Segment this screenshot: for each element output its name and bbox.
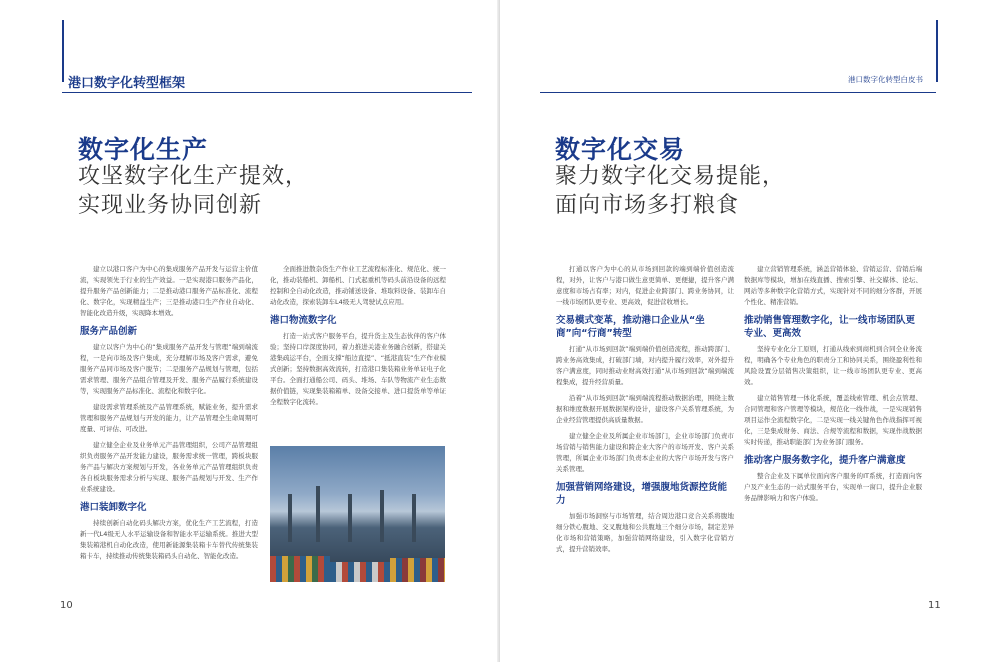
right-col2-para-1: 建立营销管理系统，涵盖营销体验、营销运营、营销后端数据库等模块，增加在线直播、搜索引擎、社交媒体、论坛、网站等多种数字化营销方式，实现针对不同的细分客群，开展个性化、精准营销。 [744, 265, 922, 306]
right-col1-intro: 打通以客户为中心的从市场到回款的端到端价值创造流程，对外，让客户与港口做生意更简单、更便捷，提升客户满意度和市场占有率；对内，促进企业跨部门、跨业务协同，让一线市场团队更专业、更高效，促进营收增长。 [556, 265, 734, 306]
left-col1-heading-2: 港口装卸数字化 [80, 502, 147, 513]
left-col1-para-3: 建立健全企业及业务单元产品管理组织，公司产品管理组织负责服务产品开发能力建设，服务需求统一管理，跨板块服务产品与解决方案规划与开发，各业务单元产品管理组织负责各自板块服务需求分析与实现、服务产品规划与开发、生产作业系统建设。 [80, 441, 258, 493]
right-running-title: 港口数字化转型白皮书 [848, 75, 923, 84]
left-col2-heading-1: 港口物流数字化 [270, 315, 337, 326]
left-col2-para-2: 打造一站式客户服务平台，提升货主及生态伙伴的客户体验；坚持口岸深度协同，着力推进关港业务融合创新，搭建关港集疏运平台，全面支撑“船边直提”、“抵港直装”生产作业模式创新；坚持数据高效流转，打造港口集装箱业务单证电子化平台。全面打通船公司、码头、堆场、车队等物流产业生态数据价值链，实现集装箱箱单、设备交接单、进口提货单等单证全程数字化流转。 [270, 332, 446, 406]
left-col1-heading-1: 服务产品创新 [80, 326, 138, 337]
left-col1-para-4: 持续创新自动化码头解决方案，优化生产工艺流程，打造新一代L4级无人水平运输设备和智能水平运输系统。推进大型集装箱港机自动化改造，使用新能源集装箱卡车替代传统集装箱卡车，持续推动传统集装箱码头自动化、智能化改造。 [80, 519, 258, 560]
right-col1-para-4: 加强市场洞察与市场管理，结合周边港口竞合关系将腹地细分铁心腹地、交叉腹地和公共腹地三个细分市场，制定差异化市场和营销策略，加强营销网络建设，引入数字化营销方式，提升营销效率。 [556, 512, 734, 553]
right-column-2 [744, 264, 922, 509]
left-column-1 [80, 264, 258, 567]
right-col1-para-1: 打通“从市场到回款”端到端价值创造流程，推动跨部门、跨业务高效集成，打破部门墙，对内提升履行效率，对外提升客户满意度，同时推动业财高效打通“从市场到回款”端到端流程集成，提升经营质量。 [556, 345, 734, 386]
right-col1-heading-2: 加强营销网络建设，增强腹地货源控货能力 [556, 482, 728, 506]
right-subtitle-line1: 聚力数字化交易提能， [555, 164, 786, 189]
left-subtitle-line2: 实现业务协同创新 [78, 193, 263, 218]
left-col2-para-1: 全面推进散杂货生产作业工艺流程标准化、规范化、统一化，推动装船机、卸船机、门式起重机等码头前沿设备的远程控制和全自动化改造，推动铺送设备、堆取料设备、装卸车自动化改造，探索装卸车L4级无人驾驶试点应用。 [270, 265, 446, 306]
right-section-title: 数字化交易 [555, 135, 686, 164]
left-column-2 [270, 264, 446, 413]
right-column-1 [556, 264, 734, 560]
left-col1-para-2: 建设需求管理系统及产品管理系统，赋能业务，提升需求管理和服务产品规划与开发的能力，让产品管理全生命周期可度量、可评估、可改进。 [80, 403, 258, 433]
right-page-number: 11 [928, 600, 941, 611]
right-col1-para-2: 沿着“从市场到回款”端到端流程推动数据治理，围绕主数据和维度数据开展数据架构设计，建设客户关系管理系统，为企业经营管理提供高质量数据。 [556, 394, 734, 424]
left-header-rule [62, 92, 472, 93]
right-col1-para-3: 建立健全企业及所属企业市场部门，企业市场部门负责市场营销与销售能力建设和跨企业大客户的市场开发、客户关系管理，所属企业市场部门负责本企业的大客户市场开发与客户关系管理。 [556, 432, 734, 473]
left-vertical-rule [62, 20, 64, 82]
right-col2-para-4: 整合企业及下属单位面向客户服务的IT系统，打造面向客户及产业生态的一站式服务平台，实现单一窗口，提升企业服务品牌影响力和客户体验。 [744, 472, 922, 502]
right-vertical-rule [936, 20, 938, 82]
left-running-title: 港口数字化转型框架 [68, 76, 186, 91]
right-header-rule [540, 92, 936, 93]
port-container-terminal-photo [270, 446, 445, 582]
left-section-title: 数字化生产 [78, 135, 209, 164]
right-col2-heading-1: 推动销售管理数字化，让一线市场团队更专业、更高效 [744, 315, 916, 339]
right-col2-para-2: 坚持专业化分工原则，打通从线索到商机到合同全业务流程，明确各个专业角色的职责分工和协同关系，围绕盈利性和风险设置分层销售决策组织，让一线市场团队更专业、更高效。 [744, 345, 922, 386]
left-col1-intro: 建立以港口客户为中心的集成服务产品开发与运营主价值流，实现领先于行业的生产效益。一是实现港口服务产品化，提升服务产品创新能力；二是推动港口服务产品标准化、流程化、数字化，实现精益生产；三是推动港口生产作业自动化、智能化改造升级，实现降本增效。 [80, 265, 258, 317]
left-subtitle-line1: 攻坚数字化生产提效， [78, 164, 309, 189]
right-subtitle-line2: 面向市场多打粮食 [555, 193, 740, 218]
left-col1-para-1: 建立以客户为中心的“集成服务产品开发与管理”端到端流程，一是向市场及客户集成，充分理解市场及客户需求，避免服务产品同市场及客户脱节；二是服务产品规划与管理，包括需求管理、服务产品组合管理及开发、服务产品履行系统建设等，实现服务产品标准化、流程化和数字化。 [80, 343, 258, 395]
right-col1-heading-1: 交易模式变革，推动港口企业从“坐商”向“行商”转型 [556, 315, 705, 339]
left-page-number: 10 [60, 600, 73, 611]
right-col2-para-3: 建立销售管理一体化系统，覆盖线索管理、机会点管理、合同管理和客户管理等模块，规范化一线作战，一是实现销售项目运作全流程数字化，二是实现一线关键角色作战指挥可视化，三是集成财务、商法、合规等流程和数据，实现作战数据实时传递，推动职能部门为业务部门服务。 [744, 394, 922, 446]
right-col2-heading-2: 推动客户服务数字化，提升客户满意度 [744, 455, 906, 466]
